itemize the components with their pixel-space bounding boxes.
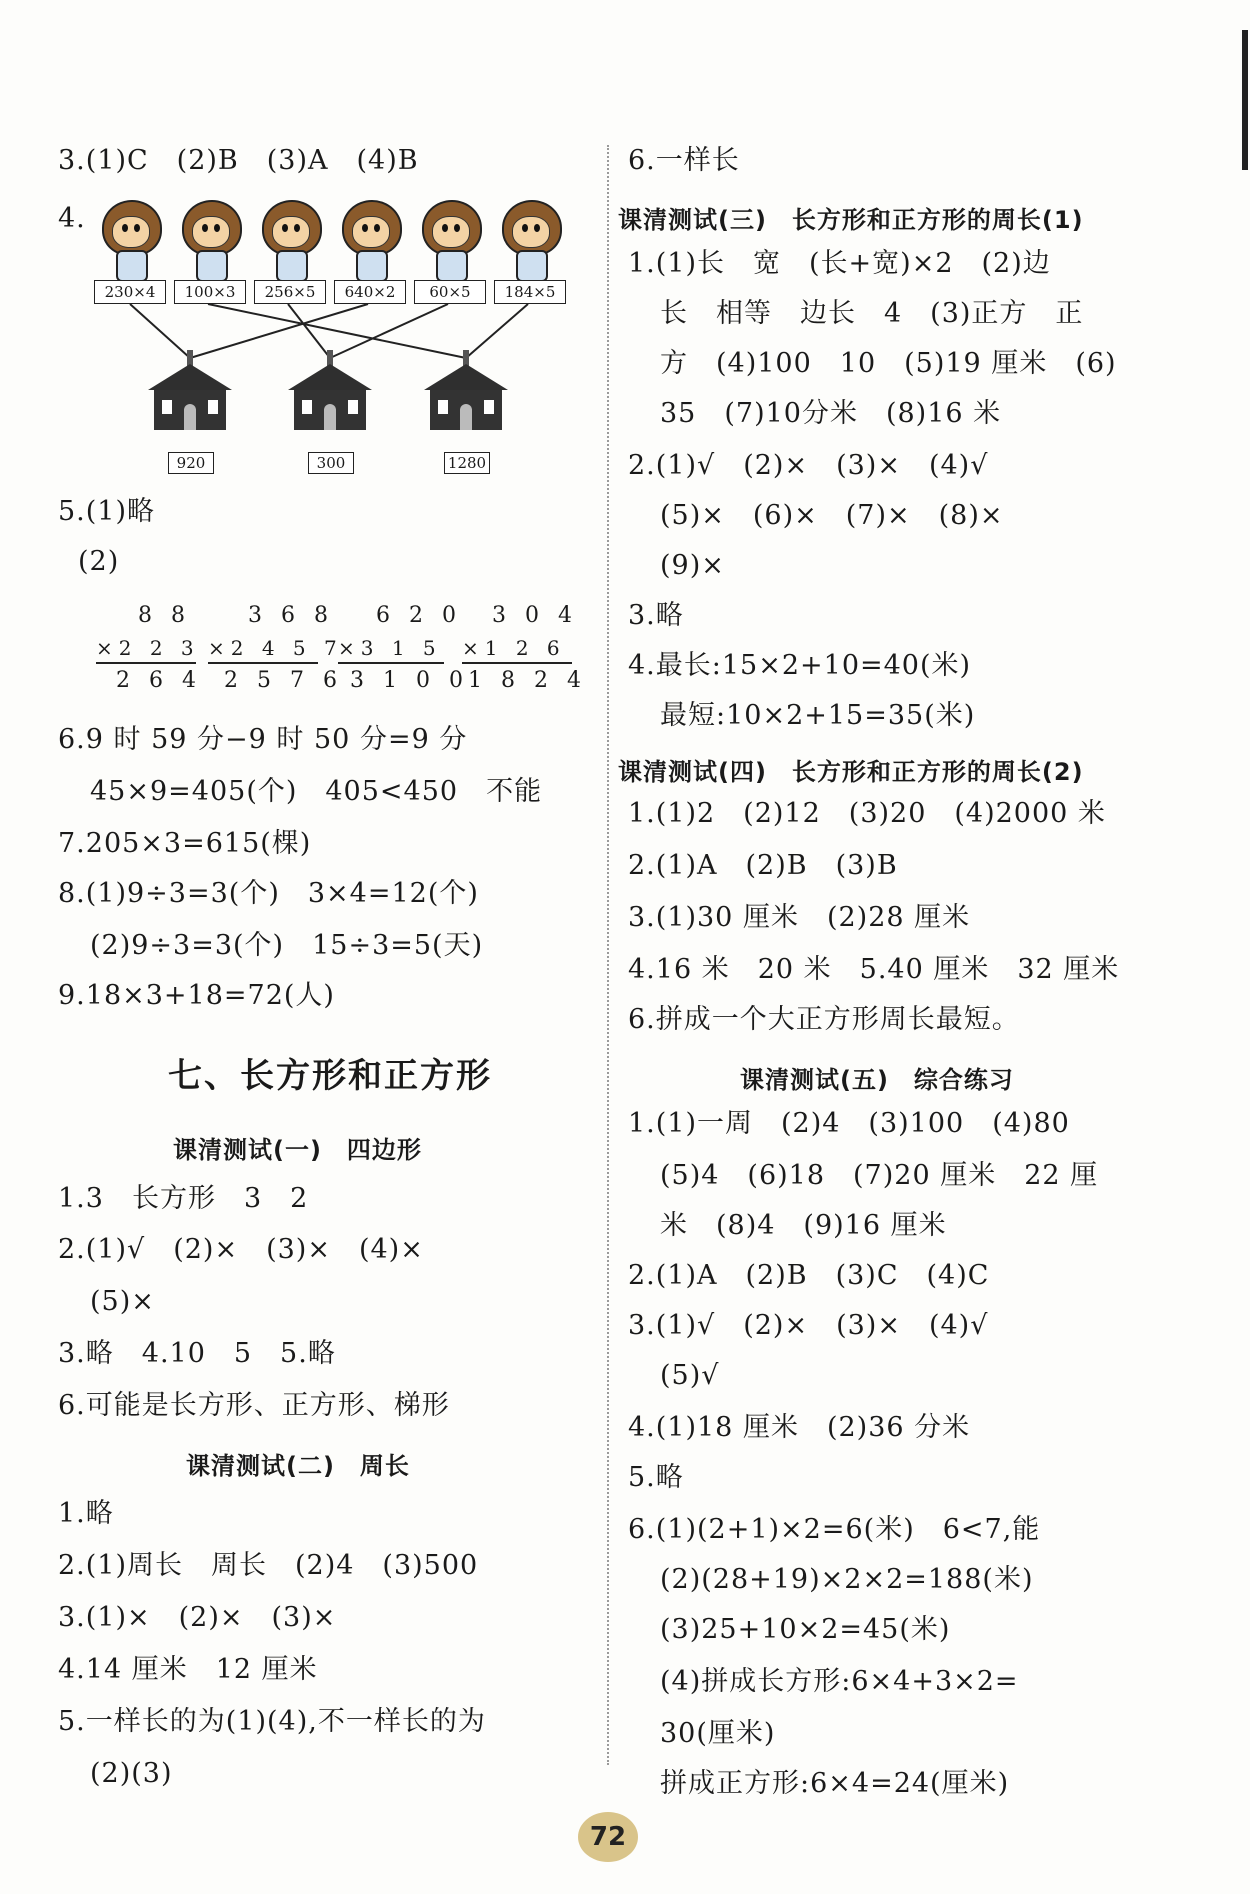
mult-top: 6 2 0 xyxy=(376,603,462,628)
expression-box: 60×5 xyxy=(414,280,486,304)
house-value-box: 1280 xyxy=(444,452,490,474)
mult-multiplier: ×2 2 3 xyxy=(96,636,200,660)
section-title-1: 课清测试(一) 四边形 xyxy=(173,1136,422,1164)
mult-multiplier: ×1 2 6 xyxy=(462,636,566,660)
answer-4-label: 4. xyxy=(58,203,86,234)
s4-answer-1: 1.(1)2 (2)12 (3)20 (4)2000 米 xyxy=(628,798,1106,829)
mult-mid: 1 2 6 xyxy=(484,636,566,660)
expression-box: 184×5 xyxy=(494,280,566,304)
expression-box: 100×3 xyxy=(174,280,246,304)
chapter-title: 七、长方形和正方形 xyxy=(168,1056,492,1096)
mult-rule xyxy=(208,662,318,664)
s3-answer-1a: 1.(1)长 宽 (长+宽)×2 (2)边 xyxy=(628,248,1051,279)
mult-rule xyxy=(462,662,572,664)
answer-7: 7.205×3=615(棵) xyxy=(58,828,312,859)
s2-answer-3: 3.(1)× (2)× (3)× xyxy=(58,1602,337,1633)
expression-box: 230×4 xyxy=(94,280,166,304)
s4-answer-3: 3.(1)30 厘米 (2)28 厘米 xyxy=(628,902,971,933)
s4-answer-6: 6.拼成一个大正方形周长最短。 xyxy=(628,1004,1020,1035)
mult-result: 2 6 4 xyxy=(116,668,202,693)
s5-answer-6a: 6.(1)(2+1)×2=6(米) 6<7,能 xyxy=(628,1514,1041,1545)
s3-answer-4b: 最短:10×2+15=35(米) xyxy=(660,700,976,731)
s1-answer-2b: (5)× xyxy=(90,1286,155,1317)
mult-rule xyxy=(96,662,196,664)
house-value-box: 920 xyxy=(168,452,214,474)
mult-result: 3 1 0 0 xyxy=(350,668,469,693)
s5-answer-3b: (5)√ xyxy=(660,1360,720,1391)
answer-r6: 6.一样长 xyxy=(628,145,740,176)
s5-answer-5: 5.略 xyxy=(628,1462,684,1493)
mult-top: 3 0 4 xyxy=(492,603,578,628)
s1-answer-1: 1.3 长方形 3 2 xyxy=(58,1183,309,1214)
s3-answer-1d: 35 (7)10分米 (8)16 米 xyxy=(660,398,1002,429)
s5-answer-1c: 米 (8)4 (9)16 厘米 xyxy=(660,1210,947,1241)
s1-answer-2: 2.(1)√ (2)× (3)× (4)× xyxy=(58,1234,424,1265)
s3-answer-2c: (9)× xyxy=(660,550,725,581)
page-edge-mark xyxy=(1242,30,1248,170)
section-title-5: 课清测试(五) 综合练习 xyxy=(740,1066,1014,1094)
s5-answer-3a: 3.(1)√ (2)× (3)× (4)√ xyxy=(628,1310,989,1341)
s3-answer-3: 3.略 xyxy=(628,600,684,631)
answer-9: 9.18×3+18=72(人) xyxy=(58,980,335,1011)
s2-answer-2: 2.(1)周长 周长 (2)4 (3)500 xyxy=(58,1550,479,1581)
mult-rule xyxy=(338,662,444,664)
expression-box: 640×2 xyxy=(334,280,406,304)
house-icon xyxy=(148,350,232,430)
s5-answer-2: 2.(1)A (2)B (3)C (4)C xyxy=(628,1260,990,1291)
s3-answer-2b: (5)× (6)× (7)× (8)× xyxy=(660,500,1004,531)
s4-answer-2: 2.(1)A (2)B (3)B xyxy=(628,850,898,881)
mult-mid: 2 2 3 xyxy=(118,636,200,660)
mult-result: 2 5 7 6 xyxy=(224,668,343,693)
house-icon xyxy=(424,350,508,430)
answer-5-1: 5.(1)略 xyxy=(58,496,156,527)
s3-answer-2a: 2.(1)√ (2)× (3)× (4)√ xyxy=(628,450,989,481)
s5-answer-1a: 1.(1)一周 (2)4 (3)100 (4)80 xyxy=(628,1108,1070,1139)
s1-answer-6: 6.可能是长方形、正方形、梯形 xyxy=(58,1390,450,1421)
s5-answer-4: 4.(1)18 厘米 (2)36 分米 xyxy=(628,1412,971,1443)
answer-3: 3.(1)C (2)B (3)A (4)B xyxy=(58,145,419,176)
s5-answer-1b: (5)4 (6)18 (7)20 厘米 22 厘 xyxy=(660,1160,1099,1191)
mult-multiplier: ×2 4 5 7 xyxy=(208,636,343,660)
mult-mid: 2 4 5 7 xyxy=(230,636,343,660)
answer-5-2-label: (2) xyxy=(78,546,120,577)
mult-multiplier: ×3 1 5 xyxy=(338,636,442,660)
s2-answer-5: 5.一样长的为(1)(4),不一样长的为 xyxy=(58,1706,486,1737)
s3-answer-4a: 4.最长:15×2+10=40(米) xyxy=(628,650,972,681)
s5-answer-6d: (4)拼成长方形:6×4+3×2= xyxy=(660,1666,1019,1697)
s3-answer-1c: 方 (4)100 10 (5)19 厘米 (6) xyxy=(660,348,1117,379)
s5-answer-6f: 拼成正方形:6×4=24(厘米) xyxy=(660,1768,1010,1799)
s2-answer-5b: (2)(3) xyxy=(90,1758,173,1789)
s4-answer-4: 4.16 米 20 米 5.40 厘米 32 厘米 xyxy=(628,954,1120,985)
house-icon xyxy=(288,350,372,430)
s5-answer-6c: (3)25+10×2=45(米) xyxy=(660,1614,951,1645)
section-title-3: 课清测试(三) 长方形和正方形的周长(1) xyxy=(618,206,1084,234)
mult-top: 3 6 8 xyxy=(248,603,334,628)
s3-answer-1b: 长 相等 边长 4 (3)正方 正 xyxy=(660,298,1084,329)
s5-answer-6b: (2)(28+19)×2×2=188(米) xyxy=(660,1564,1034,1595)
s1-answer-3: 3.略 4.10 5 5.略 xyxy=(58,1338,336,1369)
s2-answer-1: 1.略 xyxy=(58,1498,114,1529)
answer-8b: (2)9÷3=3(个) 15÷3=5(天) xyxy=(90,930,484,961)
house-value-box: 300 xyxy=(308,452,354,474)
mult-top: 8 8 xyxy=(138,603,191,628)
answer-8a: 8.(1)9÷3=3(个) 3×4=12(个) xyxy=(58,878,479,909)
mult-result: 1 8 2 4 xyxy=(468,668,587,693)
section-title-4: 课清测试(四) 长方形和正方形的周长(2) xyxy=(618,758,1084,786)
column-divider xyxy=(607,145,609,1765)
s2-answer-4: 4.14 厘米 12 厘米 xyxy=(58,1654,318,1685)
answer-6a: 6.9 时 59 分−9 时 50 分=9 分 xyxy=(58,724,468,755)
expression-box: 256×5 xyxy=(254,280,326,304)
s5-answer-6e: 30(厘米) xyxy=(660,1718,776,1749)
mult-mid: 3 1 5 xyxy=(360,636,442,660)
answer-6b: 45×9=405(个) 405<450 不能 xyxy=(90,776,543,807)
section-title-2: 课清测试(二) 周长 xyxy=(186,1452,410,1480)
page-number-badge: 72 xyxy=(578,1812,638,1862)
